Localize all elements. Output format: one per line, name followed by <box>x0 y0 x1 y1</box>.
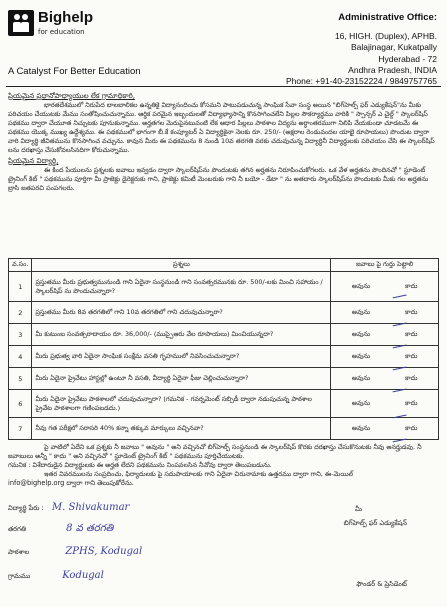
col-header-answer: జవాబు పై గుర్తు పెట్టాలి <box>331 259 439 272</box>
table-row <box>9 418 439 440</box>
yes-option[interactable]: అవును <box>351 307 371 316</box>
instructions-paragraph: ఈ కింద పేయులను ప్రశ్నలకు జవాబు ఇవ్వడం ద్వారా స్కాలర్‌షిప్‌ను పొందుటకు తగిన అర్హతను నిరూపించుకోగలరు. ఒక వేళ అర్హతను పొందినచో " స్టూడెంట్ ట్రైనింగ్ కిట్ " పథకమును పూర్తిగా మీ ప్రాజెక్టు డైరెక్టరుకు గాని, ప్రాజెక్టు కమిటీ మెంబరుకు గాని నీ బయో - డేటా " ను అతదారు స్కాలర్‌షిప్‌ను పొందుటకు మీకు గల అర్హతను బ్రాసి జతపరచి పంపగలరు. <box>8 166 429 192</box>
signature-title: ఫౌండర్ & ప్రెసిడెంట్ <box>356 580 407 588</box>
table-row <box>9 346 439 368</box>
brand-name: Bighelp <box>38 9 93 26</box>
student-name-row <box>8 502 129 514</box>
salutation-student: ప్రియమైన విద్యార్థి, <box>8 157 59 165</box>
tagline: A Catalyst For Better Education <box>8 66 141 77</box>
student-name-value[interactable]: M. Shivakumar <box>51 502 130 513</box>
row-number: 2 <box>9 302 32 324</box>
row-number: 7 <box>9 418 32 440</box>
village-label: గ్రామము <box>8 572 31 580</box>
email-line: info@bighelp.org ద్వారా గాని తెలుపుకోరేను. <box>8 479 134 487</box>
village-value[interactable]: Kodugal <box>62 570 104 581</box>
handwritten-mark <box>391 433 406 443</box>
table-row <box>9 302 439 324</box>
class-label: తరగతి <box>8 525 27 533</box>
school-value[interactable]: ZPHS, Kodugal <box>65 546 143 557</box>
answer-cell[interactable] <box>331 418 439 440</box>
question-text: మీ కుటుంబ సంవత్సరాదాయం రూ. 36,000/- (ముప్పైఆరు వేల రూపాయలు) మించియున్నదా? <box>32 324 331 346</box>
question-text: మీరు ప్రభుత్వ వారి ఏదైనా సాంఘిక సంక్షేమ వసతి గృహములో నివసించుచున్నారా? <box>32 346 331 368</box>
question-text: నీవు గత పరీక్షలో సరాసరి 40% కన్నా తక్కువ మార్కులు వచ్చినవా? <box>32 418 331 440</box>
brand-subtitle: for education <box>38 28 85 36</box>
question-text: ప్రస్తుతము మీరు ప్రభుత్వమునుండి గాని ఏదైనా సంస్థనుండి గాని సంవత్సరమునకు రూ. 500/-లకు మించి సహాయం / స్కాలర్‌షిప్ ను పొందుచున్నారా? <box>32 272 331 302</box>
notice-line: గమనిక : విశేదారుడైన విద్యార్థులకు ఈ అర్హత లేదని పథకమును నింపవలసిన నీవోవు ద్వారా తెలుపబడును. <box>8 461 272 469</box>
school-label: పాఠశాల <box>8 548 30 556</box>
address-line: Andhra Pradesh, INDIA <box>348 64 437 75</box>
row-number: 4 <box>9 346 32 368</box>
yes-option[interactable]: అవును <box>351 398 371 407</box>
yes-option[interactable]: అవును <box>351 329 371 338</box>
no-option[interactable]: కాదు <box>405 281 418 290</box>
col-header-num: వ.సం. <box>9 259 32 272</box>
header-divider <box>6 86 441 87</box>
table-row <box>9 324 439 346</box>
address-line: Balajinagar, Kukatpally <box>350 42 437 53</box>
disqualification-note: పై వాటిలో ఏదేని ఒక ప్రశ్నకు నీ జవాబు " అవును " అని వచ్చినచో బిగ్‌హెల్ప్ సంస్థనుండి ఈ స్కాలర్‌షిప్ కొరకు దరఖాస్తు చేసుకొనుటకు నీవు అనర్హుడవు. నీ జవాబులు అన్నీ " కాదు " అని వచ్చినచో " స్టూడెంట్ ట్రైనింగ్ కిట్ " పథకమును పూర్తిచేయుటకు. <box>8 443 422 460</box>
office-address <box>286 12 437 87</box>
answer-cell[interactable] <box>331 324 439 346</box>
signature-org: బిగ్‌హెల్ప్ ఫర్ ఎడ్యుకేషన్ <box>343 519 407 527</box>
class-row <box>8 522 113 536</box>
bighelp-logo-icon <box>8 10 34 36</box>
no-option[interactable]: కాదు <box>405 373 418 382</box>
eligibility-table <box>8 258 439 440</box>
yes-option[interactable]: అవును <box>351 281 371 290</box>
question-text: మీరు ఏదైనా ప్రైవేటు హాస్టల్లో ఉంటూ నీ వసతి, వీద్యార్థి ఏదైనా ఫీజు చెల్లించుచున్నారా? <box>32 368 331 390</box>
letter-body <box>8 92 439 193</box>
table-row <box>9 390 439 418</box>
school-row <box>8 546 142 558</box>
yes-option[interactable]: అవును <box>351 351 371 360</box>
answer-cell[interactable] <box>331 390 439 418</box>
answer-cell[interactable] <box>331 272 439 302</box>
intro-paragraph: భారతదేశములో నిరుపేద బాలబాలికల ఉన్నతికై విద్యానందించు కోసమని పాటుపడుచున్న సాంఘిక సేవా సంస్థ అయిన "బిగ్‌హెల్ప్ ఫర్ ఎడ్యుకేషన్"ను మీకు పరిచయం చేయుటకు మేము సంతోషించుచున్నాము. ఆర్థిక పరమైన ఇబ్బందులతో విద్యాభ్యాసాన్ని కొనసాగించలేని పిల్లల సౌకర్యార్థము వారికి " స్పాన్సర్ ఎ చైల్డ్ " స్కాలర్‌షిప్ పథకము ద్వారా చేయూత నిచ్చుటకు పూనుకున్నాము. అర్హతగల మెరుపైనటువంటి లేక ఆధార పిల్లలు పాఠశాల విద్యను అర్ధాంతరముగా నిలిపి వేయకుండా చూడటమే ఈ పథకము యొక్క ముఖ్య ఉద్దేశ్యము. ఈ పథకములో భాగంగా బీ.కే కంప్యూటర్ ఏ విద్యార్ధికైనా నెలకు రూ. 250/- (అక్షరాల రెండువందల యాభై రూపాయలు) పొందుట ద్వారా వారి విద్యార్థి జీవితమును కొనసాగించ వచ్చును. కావున మీరు ఈ పథకమును 8 నుండి 10వ తరగతి వరకు చదువుచున్న విద్యార్ధినీ విద్యార్థులకు పరిచయం చేసి ఈ స్కాలర్‌షిప్ లను దరఖాస్తు చేసుకోవలసినదిగా కోరుచున్నాము. <box>8 101 435 154</box>
signature-you: మీ <box>355 505 362 513</box>
no-option[interactable]: కాదు <box>405 307 418 316</box>
table-header-row <box>9 259 439 272</box>
table-row <box>9 368 439 390</box>
address-line: Hyderabad - 72 <box>378 53 437 64</box>
answer-cell[interactable] <box>331 368 439 390</box>
answer-cell[interactable] <box>331 346 439 368</box>
yes-option[interactable]: అవును <box>351 373 371 382</box>
no-option[interactable]: కాదు <box>405 329 418 338</box>
no-option[interactable]: కాదు <box>405 423 418 432</box>
answer-cell[interactable] <box>331 302 439 324</box>
row-number: 6 <box>9 390 32 418</box>
question-text: ప్రస్తుతము మీరు 8వ తరగతిలో గాని 10వ తరగతిలో గాని చదువుచున్నారా? <box>32 302 331 324</box>
salutation-headmaster: ప్రియమైన ప్రధానోపాధ్యాయుల లేక గ్రామాధికారి, <box>8 92 135 100</box>
col-header-question: ప్రశ్నలు <box>32 259 331 272</box>
no-option[interactable]: కాదు <box>405 398 418 407</box>
address-line: Phone: +91-40-23152224 / 9849757765 <box>285 76 437 87</box>
contact-note: ఇతర వివరములను సంప్రదించు, ఫిర్యాదులకు పై సదుపాయాలకు గాని ఏదైనా చిరునామాకు ఉత్తరము ద్వారా గాని, ఈ-మెయిల్ <box>44 470 354 478</box>
no-option[interactable]: కాదు <box>405 351 418 360</box>
row-number: 5 <box>9 368 32 390</box>
question-text: మీరు ఏదైనా ప్రైవేటు పాఠశాలలో చదువుచున్నారా? (గమనిక - గవర్నమెంట్ సబ్సిడీ ద్వారా నడుపుచున్న పాఠశాల ప్రైవేట పాఠశాలగా గణింపబడదు.) <box>32 390 331 418</box>
table-row <box>9 272 439 302</box>
address-line: 16, HIGH. (Duplex), APHB. <box>334 31 437 42</box>
office-title: Administrative Office: <box>338 12 437 23</box>
row-number: 3 <box>9 324 32 346</box>
class-value[interactable]: 8 వ తరగతి <box>66 523 114 534</box>
village-row <box>8 570 104 582</box>
student-name-label: విద్యార్థి పేరు : <box>8 504 44 512</box>
row-number: 1 <box>9 272 32 302</box>
yes-option[interactable]: అవును <box>351 423 371 432</box>
post-table-notes <box>8 443 439 479</box>
